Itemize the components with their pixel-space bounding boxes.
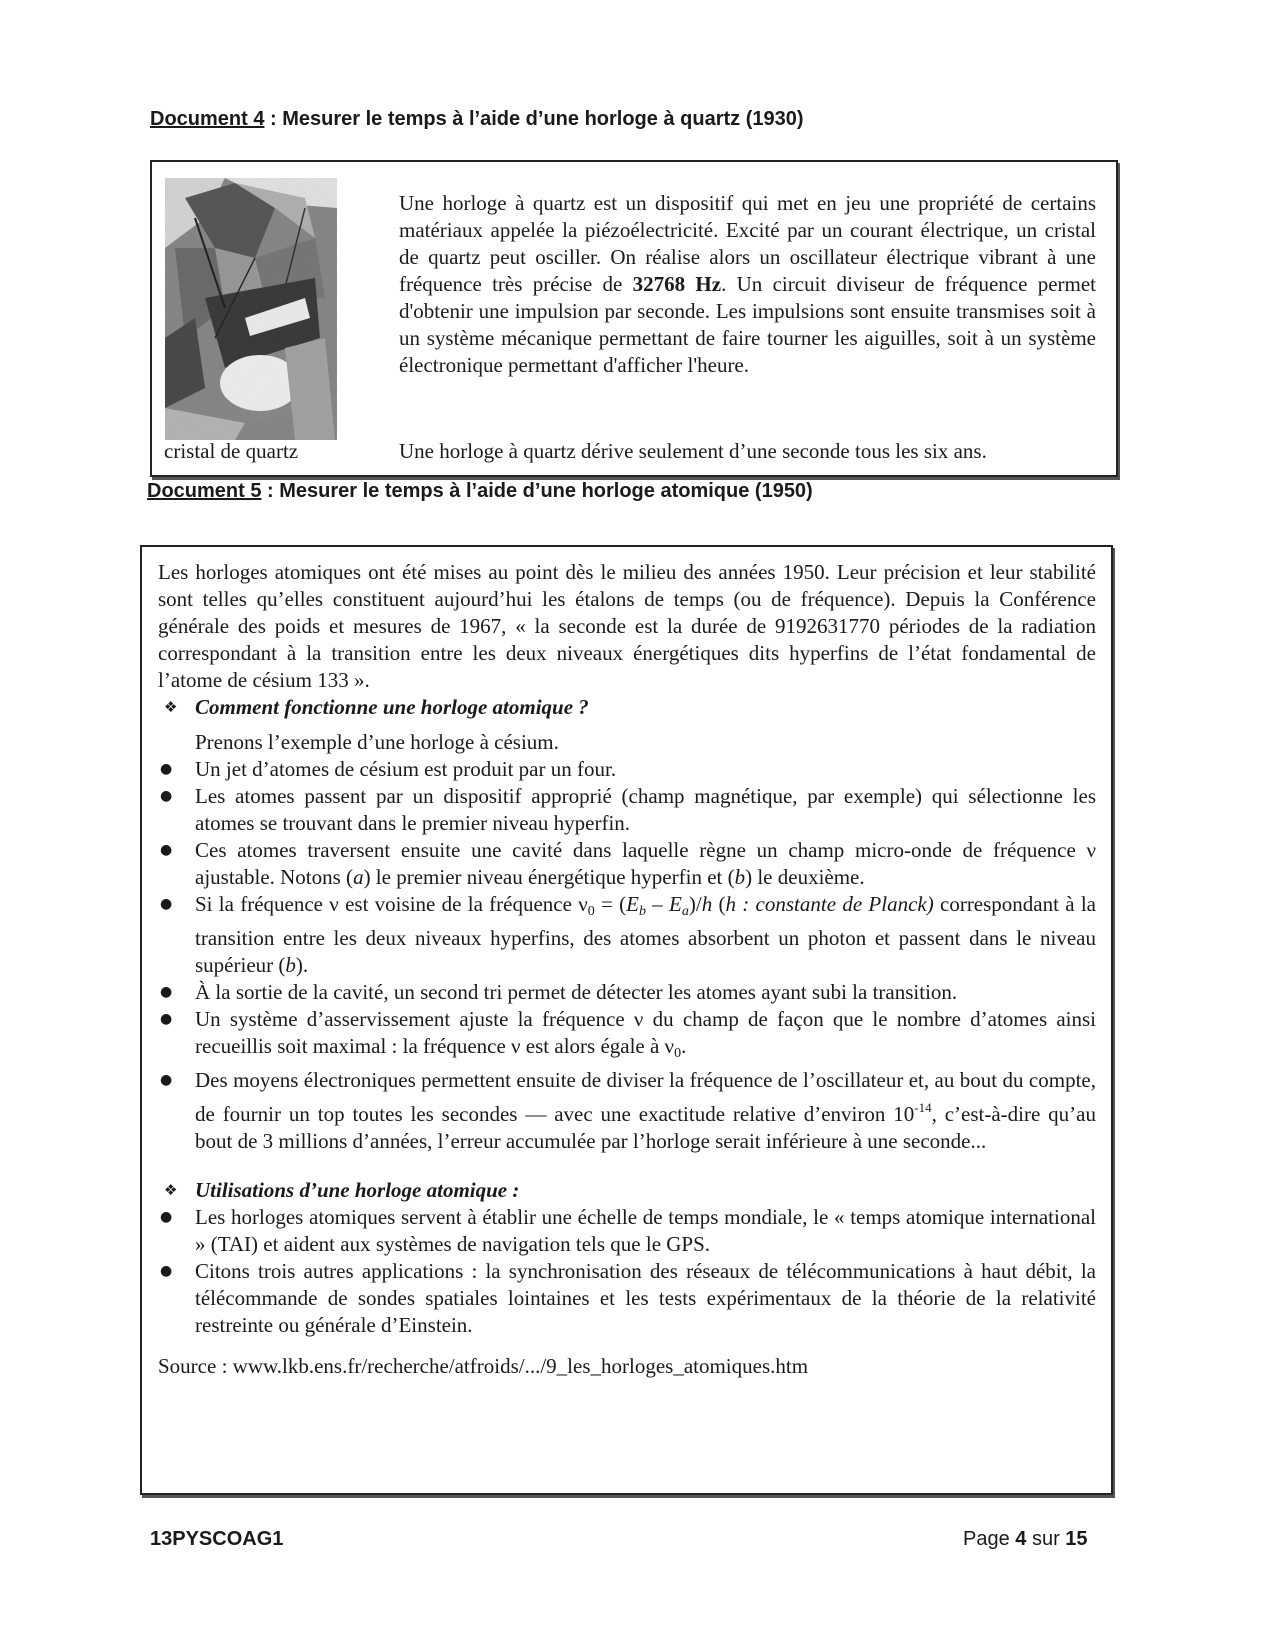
quartz-frequency: 32768 Hz xyxy=(632,272,722,296)
doc5-box xyxy=(140,545,1113,1495)
doc4-drift-sentence: Une horloge à quartz dérive seulement d’une seconde tous les six ans. xyxy=(399,439,987,463)
doc5-heading xyxy=(147,480,813,503)
bullet-icon: ● xyxy=(160,896,173,912)
doc5-title: : Mesurer le temps à l’aide d’une horloge atomique (1950) xyxy=(261,480,813,502)
bullet-icon: ● xyxy=(160,1209,173,1225)
list-item: ● Citons trois autres applications : la synchronisation des réseaux de télécommunications à haut débit, la télécommande de sondes spatiales lointaines et les tests expérimentaux de la théorie de la relativité restreinte ou générale d’Einstein. xyxy=(160,1259,1096,1337)
bullet-icon: ● xyxy=(160,1011,173,1027)
doc5-label: Document 5 xyxy=(147,480,262,502)
section-uses-title: ❖ Utilisations d’une horloge atomique : xyxy=(164,1178,520,1202)
doc5-intro: Les horloges atomiques ont été mises au point dès le milieu des années 1950. Leur précision et leur stabilité sont telles qu’elles constituent aujourd’hui les étalons de temps (ou de fréquence). Depuis la Conférence générale des poids et mesures de 1967, « la seconde est la durée de 9192631770 périodes de la radiation correspondant à la transition entre les deux niveaux énergétiques dits hyperfins de l’état fondamental de l’atome de césium 133 ». xyxy=(158,560,1096,692)
list-item: ● Les atomes passent par un dispositif approprié (champ magnétique, par exemple) qui sélectionne les atomes se trouvant dans le premier niveau hyperfin. xyxy=(160,784,1096,835)
quartz-caption: cristal de quartz xyxy=(164,439,299,463)
list-item: ● Les horloges atomiques servent à établir une échelle de temps mondiale, le « temps atomique international » (TAI) et aident aux systèmes de navigation tels que le GPS. xyxy=(160,1205,1096,1256)
doc4-paragraph xyxy=(399,190,1096,379)
list-item: ● Un jet d’atomes de césium est produit par un four. xyxy=(160,757,617,781)
list-item: ● Si la fréquence ν est voisine de la fréquence $\nu_0 = (E_b - E_a)/h$ (h : constante de Planck) correspondant à la transition entre les deux niveaux hyperfins, des atomes absorbent un photon et passent dans le niveau supérieur (b). xyxy=(160,892,1097,977)
bullet-icon: ● xyxy=(160,1263,173,1279)
bullet-icon: ● xyxy=(160,761,173,777)
page-number: Page 4 sur 15 xyxy=(963,1528,1088,1550)
uses-list xyxy=(158,1204,1096,1339)
doc4-title: : Mesurer le temps à l’aide d’une horloge à quartz (1930) xyxy=(264,108,804,130)
bullet-icon: ● xyxy=(160,984,173,1000)
list-item: ● Ces atomes traversent ensuite une cavité dans laquelle règne un champ micro-onde de fréquence ν ajustable. Notons (a) le premier niveau énergétique hyperfin et (b) le deuxième. xyxy=(160,838,1096,889)
list-item: ● À la sortie de la cavité, un second tri permet de détecter les atomes ayant subi la transition. xyxy=(160,980,958,1004)
how-it-works-list xyxy=(158,756,1096,1155)
bullet-icon: ● xyxy=(160,1072,173,1088)
list-item: ● Des moyens électroniques permettent ensuite de diviser la fréquence de l’oscillateur et, au bout du compte, de fournir un top toutes les secondes — avec une exactitude relative d’environ $10^{-14}$, c’est-à-dire qu’au bout de 3 millions d’années, l’erreur accumulée par l’horloge serait inférieure à une seconde... xyxy=(160,1068,1096,1153)
quartz-crystal-image xyxy=(165,178,337,440)
diamond-bullet-icon: ❖ xyxy=(164,698,178,716)
diamond-bullet-icon: ❖ xyxy=(164,1181,178,1199)
doc4-text-part1: Une horloge à quartz est un dispositif qui met en jeu une propriété de certains matériaux appelée la piézoélectricité. Excité par un courant électrique, un cristal de quartz peut osciller. On réalise alors un oscillateur électrique vibrant à une fréquence très précise de xyxy=(399,191,1096,296)
exam-code: 13PYSCOAG1 xyxy=(150,1528,284,1550)
doc4-label: Document 4 xyxy=(150,108,265,130)
doc4-heading xyxy=(150,108,804,131)
list-item: ● Un système d’asservissement ajuste la fréquence ν du champ de façon que le nombre d’atomes ainsi recueillis soit maximal : la fréquence ν est alors égale à $\nu_0$. xyxy=(160,1007,1096,1061)
doc4-box xyxy=(150,160,1118,477)
bullet-icon: ● xyxy=(160,788,173,804)
section-how-it-works-title: ❖ Comment fonctionne une horloge atomique ? xyxy=(164,695,589,719)
source-line: Source : www.lkb.ens.fr/recherche/atfroids/.../9_les_horloges_atomiques.htm xyxy=(158,1354,809,1378)
bullet-icon: ● xyxy=(160,842,173,858)
cesium-example: Prenons l’exemple d’une horloge à césium. xyxy=(195,730,559,754)
doc4-text-part2: . Un circuit diviseur de fréquence permet d'obtenir une impulsion par seconde. Les impulsions sont ensuite transmises soit à un système mécanique permettant de faire tourner les aiguilles, soit à un système électronique permettant d'afficher l'heure. xyxy=(399,272,1097,377)
